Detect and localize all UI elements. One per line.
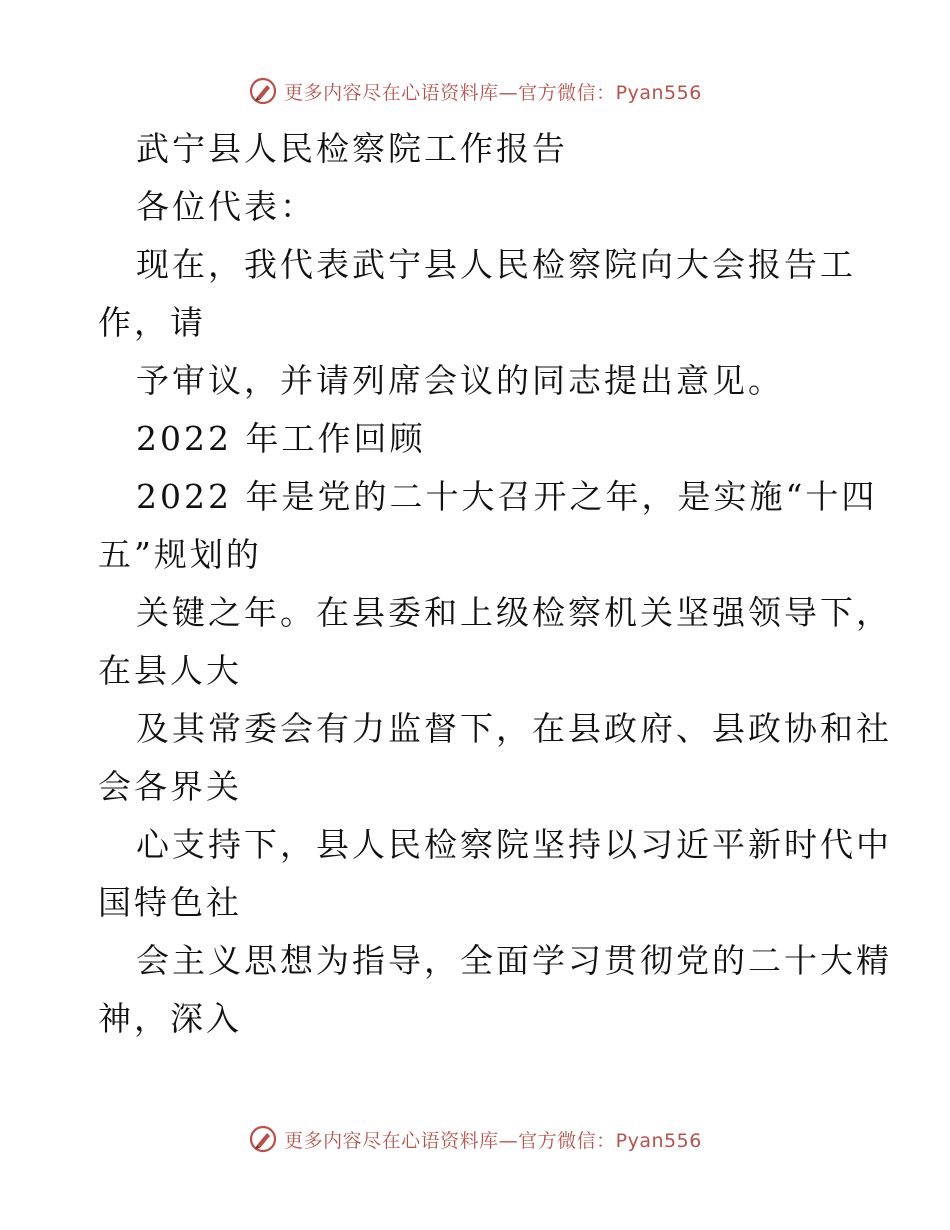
salutation: 各位代表：: [136, 187, 316, 226]
header-banner-text: 更多内容尽在心语资料库—官方微信：Pyan556: [284, 81, 702, 104]
paragraph-line: 2022 年是党的二十大召开之年，是实施“十四: [136, 477, 878, 516]
pen-nib-logo-icon: [248, 76, 278, 106]
paragraph-line: 心支持下，县人民检察院坚持以习近平新时代中: [136, 825, 892, 864]
header-banner: [0, 71, 950, 111]
pen-nib-logo-icon: [248, 1124, 278, 1154]
footer-banner: [0, 1119, 950, 1159]
footer-banner-text: 更多内容尽在心语资料库—官方微信：Pyan556: [284, 1129, 702, 1152]
paragraph-line: 现在，我代表武宁县人民检察院向大会报告工: [136, 245, 856, 284]
paragraph-line: 予审议，并请列席会议的同志提出意见。: [136, 361, 784, 400]
paragraph-line: 及其常委会有力监督下，在县政府、县政协和社: [136, 709, 892, 748]
paragraph-line: 会主义思想为指导，全面学习贯彻党的二十大精: [136, 941, 892, 980]
paragraph-line: 五”规划的: [98, 535, 262, 574]
paragraph-line: 在县人大: [98, 651, 242, 690]
paragraph-line: 神，深入: [98, 999, 242, 1038]
paragraph-line: 关键之年。在县委和上级检察机关坚强领导下，: [136, 593, 892, 632]
paragraph-line: 会各界关: [98, 767, 242, 806]
paragraph-line: 国特色社: [98, 883, 242, 922]
document-body: [98, 120, 892, 1048]
document-title: 武宁县人民检察院工作报告: [136, 129, 568, 168]
section-heading: 2022 年工作回顾: [136, 419, 426, 458]
paragraph-line: 作，请: [98, 303, 206, 342]
